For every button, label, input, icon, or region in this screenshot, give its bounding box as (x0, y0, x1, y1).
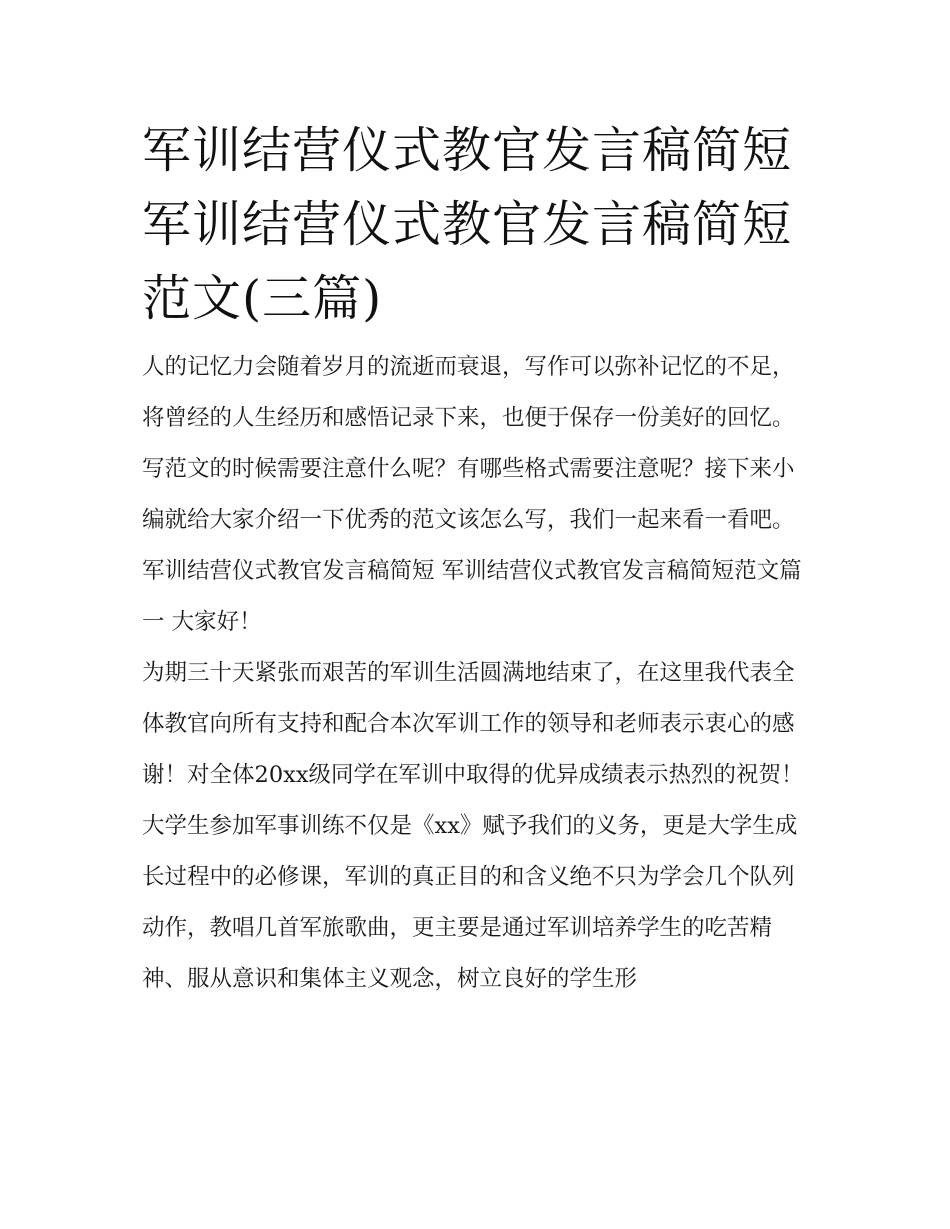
document-title: 军训结营仪式教官发言稿简短 军训结营仪式教官发言稿简短范文(三篇) (142, 122, 793, 327)
document-body (142, 114, 814, 1005)
body-paragraph: 为期三十天紧张而艰苦的军训生活圆满地结束了，在这里我代表全体教官向所有支持和配合本次军训工作的领导和老师表示衷心的感谢！对全体20xx级同学在军训中取得的优异成绩表示热烈的祝贺！ (142, 660, 804, 788)
section-heading-paragraph: 军训结营仪式教官发言稿简短 军训结营仪式教官发言稿简短范文篇一 大家好！ (142, 558, 802, 635)
intro-paragraph: 人的记忆力会随着岁月的流逝而衰退，写作可以弥补记忆的不足，将曾经的人生经历和感悟记录下来，也便于保存一份美好的回忆。写范文的时候需要注意什么呢？有哪些格式需要注意呢？接下来小编就给大家介绍一下优秀的范文该怎么写，我们一起来看一看吧。 (142, 354, 795, 533)
body-paragraph: 大学生参加军事训练不仅是《xx》赋予我们的义务，更是大学生成长过程中的必修课，军训的真正目的和含义绝不只为学会几个队列动作，教唱几首军旅歌曲，更主要是通过军训培养学生的吃苦精神、服从意识和集体主义观念，树立良好的学生形 (142, 813, 798, 992)
